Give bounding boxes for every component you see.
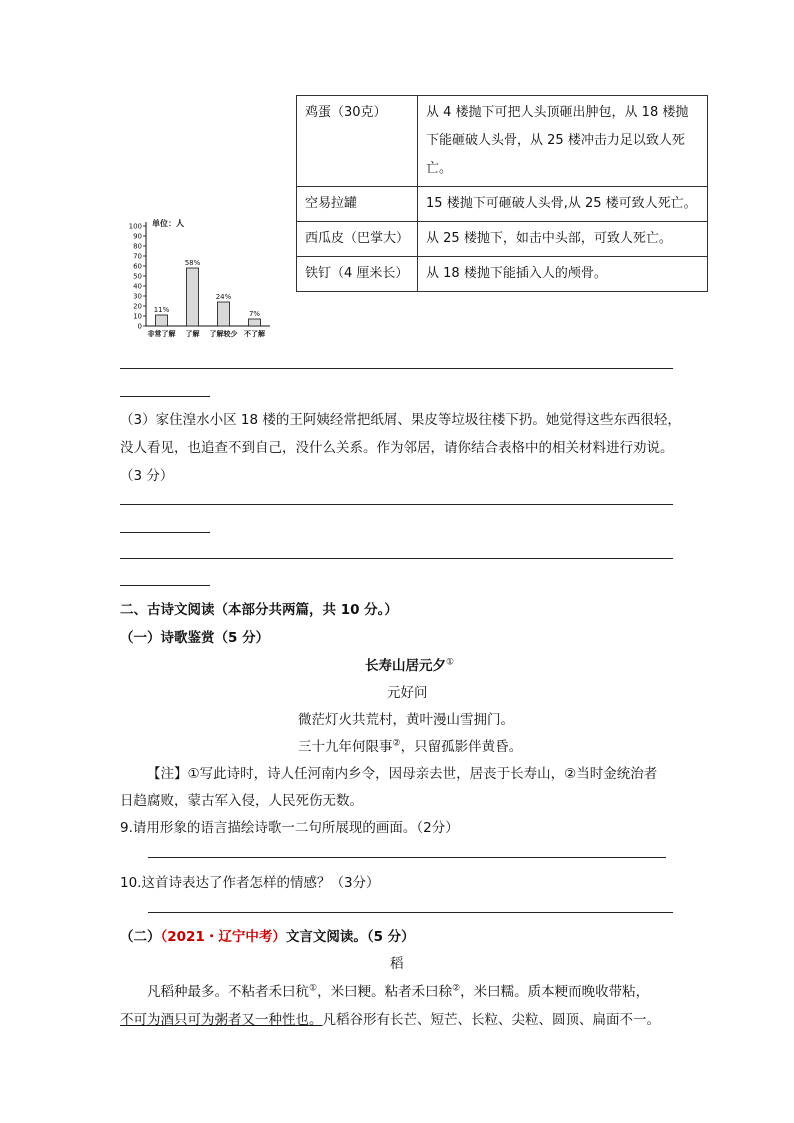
answer-line-short[interactable] [120, 585, 210, 586]
bar-chart [120, 214, 280, 344]
table-item-cell: 鸡蛋（30克） [297, 96, 418, 187]
passage-line-1 [147, 980, 649, 1000]
x-category-label: 不了解 [244, 330, 265, 338]
passage-underlined: 不可为酒只可为粥者又一种性也。 [120, 1012, 323, 1028]
bar-value-label: 58% [184, 259, 201, 267]
chart-unit-label: 单位：人 [152, 219, 184, 228]
poem-title [365, 654, 454, 674]
poem-note-mark: ① [446, 657, 455, 668]
x-category-label: 非常了解 [147, 330, 176, 338]
answer-line[interactable] [148, 857, 666, 858]
answer-line[interactable] [120, 368, 673, 369]
passage-2-rest: 凡稻谷形有长芒、短芒、长粒、尖粒、圆顶、扁面不一。 [322, 1012, 660, 1028]
bar [218, 302, 230, 326]
y-tick-label: 20 [133, 302, 142, 311]
y-tick-label: 80 [133, 242, 142, 251]
table-item-cell: 铁钉（4 厘米长） [297, 257, 418, 292]
y-tick-label: 100 [128, 222, 142, 231]
y-tick-label: 30 [133, 292, 142, 301]
table-row [297, 222, 708, 257]
bar-value-label: 7% [248, 310, 261, 318]
table-effect-line: 亡。 [426, 161, 453, 176]
table-item-cell: 西瓜皮（巴掌大） [297, 222, 418, 257]
bar [156, 315, 168, 326]
table-row [297, 187, 708, 222]
passage-1b: ，米曰粳。粘者禾曰稌 [317, 984, 453, 1000]
subsection-title-2 [120, 925, 415, 945]
table-effect-line: 从 25 楼抛下，如击中头部，可致人死亡。 [426, 231, 672, 246]
table-row [297, 257, 708, 292]
y-tick-label: 40 [133, 282, 142, 291]
q3-line-2: 没人看见，也追查不到自己，没什么关系。作为邻居，请你结合表格中的相关材料进行劝说。 [120, 440, 674, 456]
table-effect-line: 下能砸破人头骨，从 25 楼冲击力足以致人死 [426, 133, 685, 148]
poem-line-2-mark: ② [392, 738, 401, 749]
y-tick-label: 70 [133, 252, 142, 261]
poem-line-2a: 三十九年何限事 [298, 739, 393, 755]
passage-title: 稻 [390, 956, 404, 972]
passage-mark-2: ② [452, 983, 461, 994]
poem-note-2: 日趋腐败，蒙古军入侵，人民死伤无数。 [120, 793, 363, 809]
poem-line-2b: ，只留孤影伴黄昏。 [400, 739, 523, 755]
bar-value-label: 11% [153, 306, 170, 314]
y-tick-label: 10 [133, 312, 142, 321]
table-item-cell: 空易拉罐 [297, 187, 418, 222]
passage-line-2 [120, 1008, 660, 1028]
table-effect-cell [418, 96, 708, 187]
q3-line-1: （3）家住湟水小区 18 楼的王阿姨经常把纸屑、果皮等垃圾往楼下扔。她觉得这些东西很轻， [120, 412, 681, 428]
material-table [296, 95, 708, 292]
x-category-label: 了解较少 [209, 330, 238, 338]
y-tick-label: 90 [133, 232, 142, 241]
subsection-prefix: （二） [120, 929, 161, 945]
section-title: 二、古诗文阅读（本部分共两篇，共 10 分。） [120, 602, 398, 618]
bar [249, 319, 261, 326]
table-row [297, 96, 708, 187]
poem-line-2 [298, 735, 522, 755]
source-tag: （2021・辽宁中考） [160, 929, 286, 945]
poem-author: 元好问 [387, 685, 428, 701]
answer-line-short[interactable] [120, 396, 210, 397]
table-effect-cell [418, 257, 708, 292]
q3-line-3: （3 分） [120, 468, 174, 484]
passage-mark-1: ① [309, 983, 318, 994]
answer-line-short[interactable] [120, 532, 210, 533]
table-effect-cell [418, 187, 708, 222]
answer-line[interactable] [120, 558, 673, 559]
y-tick-label: 0 [137, 322, 142, 331]
answer-line[interactable] [120, 504, 673, 505]
subsection-suffix: 文言文阅读。（5 分） [285, 929, 415, 945]
table-effect-line: 从 18 楼抛下能插入人的颅骨。 [426, 266, 607, 281]
x-category-label: 了解 [185, 330, 200, 338]
bar-value-label: 24% [215, 293, 232, 301]
poem-title-text: 长寿山居元夕 [365, 658, 446, 674]
subsection-title: （一）诗歌鉴赏（5 分） [120, 630, 270, 646]
question-9: 9.请用形象的语言描绘诗歌一二句所展现的画面。（2分） [120, 820, 459, 836]
table-effect-cell [418, 222, 708, 257]
passage-1a: 凡稻种最多。不粘者禾曰秔 [147, 984, 309, 1000]
poem-note-1: 【注】①写此诗时，诗人任河南内乡令，因母亲去世，居丧于长寿山，②当时金统治者 [147, 766, 658, 782]
poem-line-1: 微茫灯火共荒村，黄叶漫山雪拥门。 [298, 712, 514, 728]
table-effect-line: 从 4 楼抛下可把人头顶砸出肿包，从 18 楼抛 [426, 105, 689, 120]
y-tick-label: 60 [133, 262, 142, 271]
question-10: 10.这首诗表达了作者怎样的情感？（3分） [120, 875, 380, 891]
y-tick-label: 50 [133, 272, 142, 281]
passage-1c: ，米曰糯。质本粳而晚收带粘， [460, 984, 650, 1000]
bar [187, 268, 199, 326]
table-effect-line: 15 楼抛下可砸破人头骨,从 25 楼可致人死亡。 [426, 196, 697, 211]
answer-line[interactable] [148, 912, 673, 913]
